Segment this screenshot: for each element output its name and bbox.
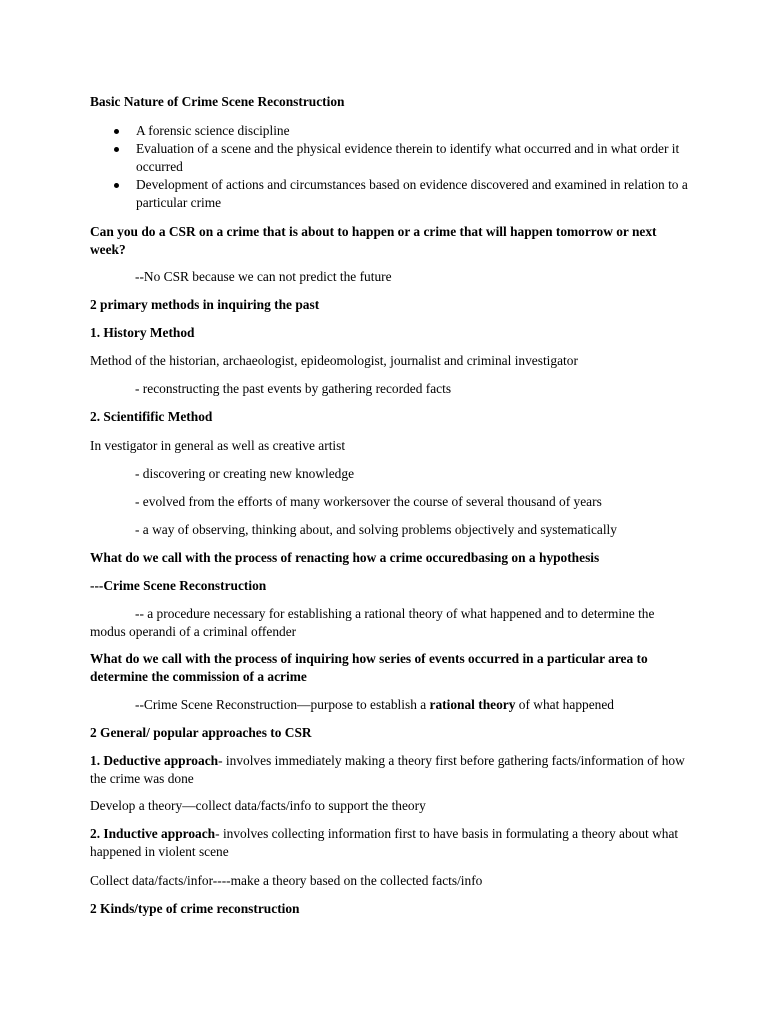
paragraph: -- a procedure necessary for establishing a rational theory of what happened and to determine the modus operandi of a criminal offender xyxy=(90,606,655,639)
bullet-list xyxy=(109,122,690,212)
question-heading: What do we call with the process of inquiring how series of events occurred in a particular area to determine the commission of a acrime xyxy=(90,651,648,684)
paragraph: Method of the historian, archaeologist, epideomologist, journalist and criminal investigator xyxy=(90,353,578,368)
approach-desc: - involves immediately making a theory first before gathering facts/information of how the crime was done xyxy=(90,753,685,786)
section-heading: 2 primary methods in inquiring the past xyxy=(90,297,320,312)
bullet-text: Development of actions and circumstances based on evidence discovered and examined in relation to a particular crime xyxy=(136,177,688,210)
bullet-icon xyxy=(114,183,119,188)
list-item xyxy=(109,140,690,176)
bullet-icon xyxy=(114,147,119,152)
answer-heading: ---Crime Scene Reconstruction xyxy=(90,578,267,593)
bullet-icon xyxy=(114,129,119,134)
answer-emphasis: rational theory xyxy=(429,697,516,712)
paragraph: Develop a theory—collect data/facts/info to support the theory xyxy=(90,798,426,813)
subsection-heading: 2. Scientifific Method xyxy=(90,409,213,424)
paragraph xyxy=(90,752,690,788)
answer-text-end: of what happened xyxy=(515,697,614,712)
list-item xyxy=(109,176,690,212)
question-heading: What do we call with the process of renacting how a crime occuredbasing on a hypothesis xyxy=(90,550,600,565)
answer-text xyxy=(135,696,690,714)
document-title: Basic Nature of Crime Scene Reconstruction xyxy=(90,94,345,109)
section-heading: 2 General/ popular approaches to CSR xyxy=(90,725,312,740)
bullet-text: A forensic science discipline xyxy=(136,123,290,138)
paragraph: Collect data/facts/infor----make a theory based on the collected facts/info xyxy=(90,873,483,888)
approach-label: 1. Deductive approach xyxy=(90,753,219,768)
bullet-text: Evaluation of a scene and the physical evidence therein to identify what occurred and in what order it occurred xyxy=(136,141,680,174)
subsection-heading: 1. History Method xyxy=(90,325,195,340)
indented-point: - reconstructing the past events by gathering recorded facts xyxy=(135,381,452,396)
approach-label: 2. Inductive approach xyxy=(90,826,216,841)
answer-text: --No CSR because we can not predict the future xyxy=(135,269,392,284)
paragraph: In vestigator in general as well as creative artist xyxy=(90,438,346,453)
list-item xyxy=(109,122,690,140)
section-heading: 2 Kinds/type of crime reconstruction xyxy=(90,901,300,916)
indented-point: - a way of observing, thinking about, and solving problems objectively and systematically xyxy=(135,522,617,537)
answer-text-start: --Crime Scene Reconstruction—purpose to establish a xyxy=(135,697,430,712)
approach-desc: - involves collecting information first to have basis in formulating a theory about what happened in violent scene xyxy=(90,826,679,859)
question-heading: Can you do a CSR on a crime that is about to happen or a crime that will happen tomorrow or next week? xyxy=(90,224,657,257)
paragraph xyxy=(90,825,690,861)
indented-point: - evolved from the efforts of many workersover the course of several thousand of years xyxy=(135,494,602,509)
indented-point: - discovering or creating new knowledge xyxy=(135,466,355,481)
